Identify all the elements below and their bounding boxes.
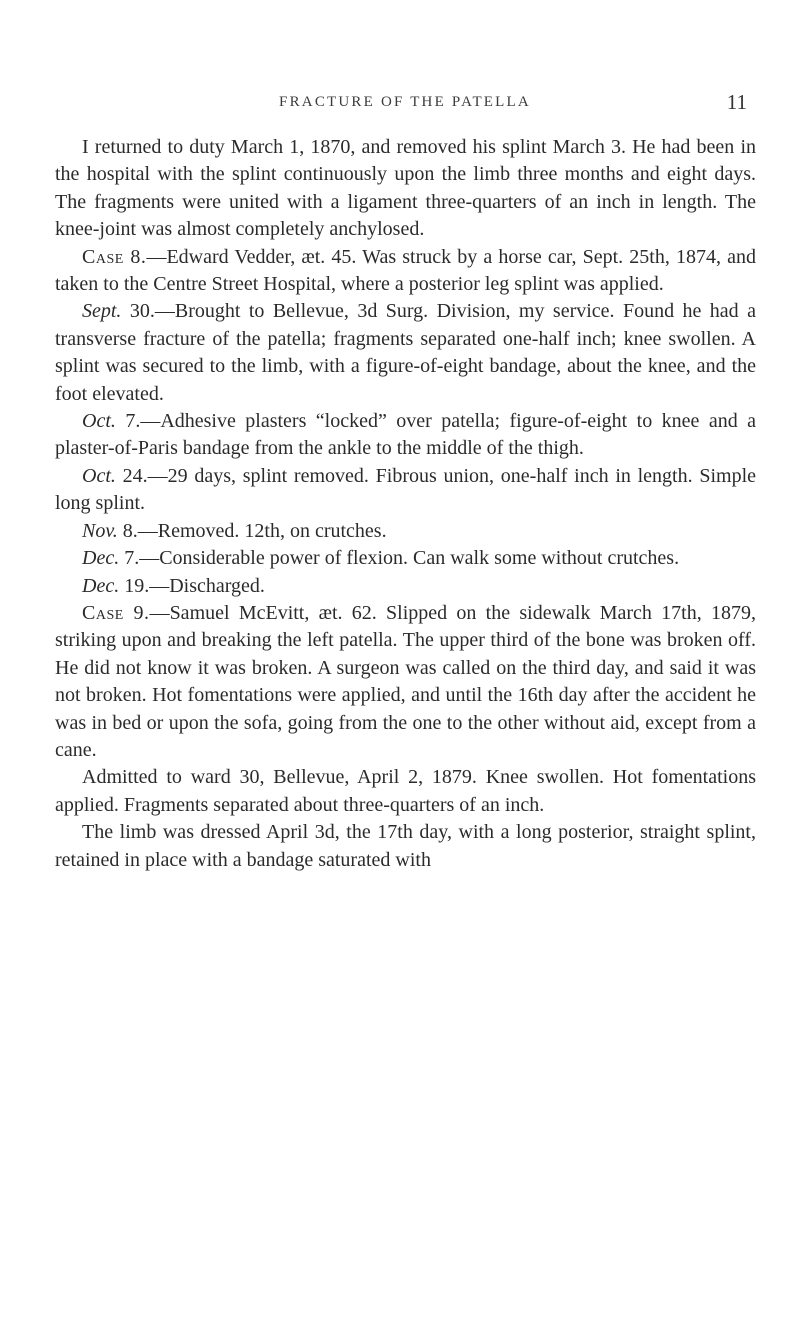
paragraph [55,298,756,408]
body-text [55,134,756,874]
case-heading: Case 8. [82,245,147,268]
paragraph [55,244,756,299]
paragraph [55,600,756,764]
paragraph-text: Admitted to ward 30, Bellevue, April 2, 1879. Knee swollen. Hot fomentations applied. Fragments separated about three-quarters of an inch. [55,766,756,816]
paragraph [55,764,756,819]
paragraph-text: 30.—Brought to Bellevue, 3d Surg. Division, my service. Found he had a transverse fracture of the patella; fragments separated one-half inch; knee swollen. A splint was secured to the limb, with a figure-of-eight bandage, about the knee, and the foot elevated. [55,300,756,405]
paragraph [55,545,756,572]
paragraph [55,518,756,545]
paragraph-text: I returned to duty March 1, 1870, and removed his splint March 3. He had been in the hospital with the splint continuously upon the limb three months and eight days. The fragments were united with a ligament three-quarters of an inch in length. The knee-joint was almost completely anchylosed. [55,136,756,241]
paragraph [55,819,756,874]
paragraph-text: 7.—Adhesive plasters “locked” over patella; figure-of-eight to knee and a plaster-of-Paris bandage from the ankle to the middle of the thigh. [55,410,756,460]
date-heading: Dec. [82,547,120,570]
paragraph [55,134,756,244]
paragraph-text: 8.—Removed. 12th, on crutches. [117,519,387,542]
page-number: 11 [726,90,747,114]
case-heading: Case 9. [82,601,150,624]
paragraph-text: 7.—Considerable power of flexion. Can walk some without crutches. [119,547,680,570]
paragraph-text: The limb was dressed April 3d, the 17th day, with a long posterior, straight splint, retained in place with a bandage saturated with [55,821,756,871]
paragraph [55,573,756,600]
paragraph [55,408,756,463]
date-heading: Oct. [82,464,116,487]
paragraph-text: 24.—29 days, splint removed. Fibrous union, one-half inch in length. Simple long splint. [55,464,756,515]
paragraph-text: —Samuel McEvitt, æt. 62. Slipped on the sidewalk March 17th, 1879, striking upon and breaking the left patella. The upper third of the bone was broken off. He did not know it was broken. A surgeon was called on the third day, and said it was not broken. Hot fomentations were applied, and until the 16th day after the accident he was in bed or upon the sofa, going from the one to the other without aid, except from a cane. [55,601,757,761]
date-heading: Nov. [82,519,118,542]
paragraph-text: —Edward Vedder, æt. 45. Was struck by a horse car, Sept. 25th, 1874, and taken to the Centre Street Hospital, where a posterior leg splint was applied. [55,245,757,296]
paragraph [55,463,756,518]
date-heading: Sept. [82,300,122,323]
running-title: FRACTURE OF THE PATELLA [279,94,531,110]
paragraph-text: 19.—Discharged. [119,574,265,597]
date-heading: Oct. [82,410,116,433]
date-heading: Dec. [82,574,120,597]
running-head [55,92,755,116]
